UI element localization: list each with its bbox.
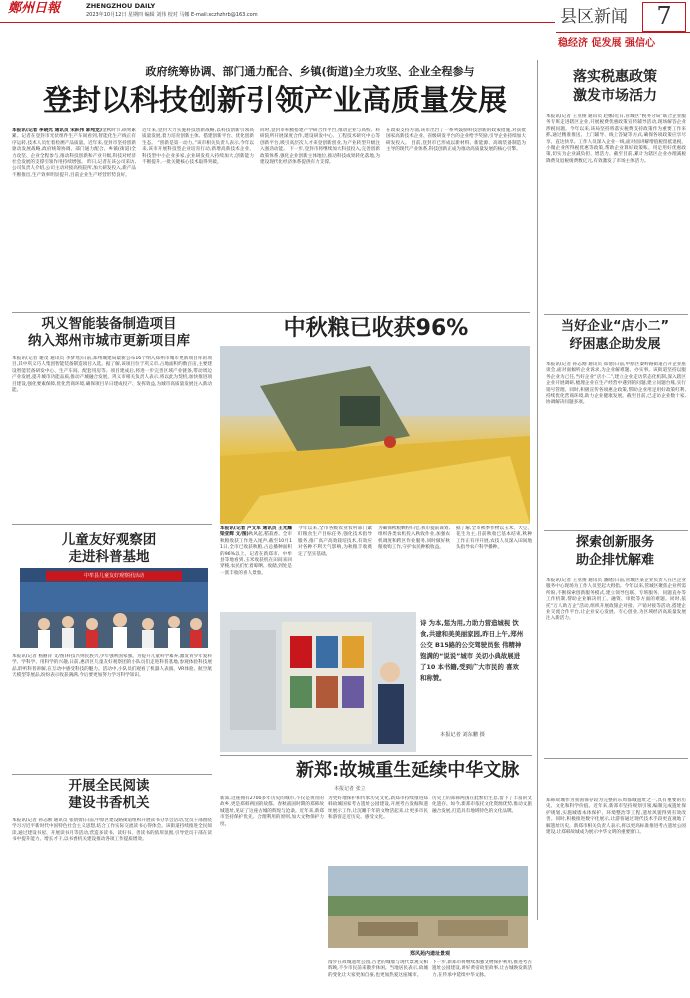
ruins-caption: 郑风苑内遗址景观 [409, 951, 450, 957]
top-headline: 登封以科技创新引领产业高质量发展 [42, 83, 507, 117]
bookshelf-illustration [220, 612, 416, 752]
story8-col-5: 下一步,新郑市将继续加强文物保护利用,推进考古遗址公园建设,讲好黄帝故里故事,让古城焕发新活力,在传承中延续中华文脉。 [432, 960, 532, 978]
story2-headline: 巩义智能装备制造项目 纳入郑州市城市更新项目库 [28, 316, 190, 349]
story6-headline: 当好企业“店小二” 纾困惠企助发展 [560, 319, 670, 352]
right-top-rule [544, 314, 688, 315]
harvest-photo [220, 346, 530, 524]
caption-text: 诗 为本,惩为用,力助力营造城视 饮食,共建和美美丽家园,昨日上午,郑州公交 B15路的公交驾驶员张 伟精神饱满的“说说”城市 关切小典故展进了10 本书籍,受到广大市民的 喜欢和称赞。 [420, 619, 524, 682]
story3-col-2: 今年以来,全市各级农业农村部门紧盯粮食生产目标任务,强化技术指导服务,推广高产高效栽培技术,有效应对各种不利天气影响,为秋粮丰收奠定了坚实基础。 [298, 526, 372, 557]
story2-body: 本报讯(记者 谢茂 通讯员 李梦瑶)日前,郑州城建局最新公布16个纳入郑州市城市更新项目库的项目,其中巩义巧人集团智能装备制造项目入选。据了解,该项目位于巩义市,占地面积约数百亩,主要建设智能装备研发中心、生产车间、配套用房等。项目建成后,将进一步完善区域产业链条,带动周边产业发展,提升城市功能品质,推动产城融合发展。巩义市相关负责人表示,将以此为契机,加快推进项目建设,强化要素保障,优化营商环境,确保项目早日建成投产、发挥效益,为城市高质量发展注入新动能。 [12, 356, 212, 394]
story6-rule [544, 530, 688, 531]
ruins-photo [328, 866, 528, 948]
top-col-2: 近年来,登封大力实施科技创新战略,以科技创新引领高质量发展,着力培育创新主体、搭建创新平台、优化创新生态。 “创新是第一动力。”该市相关负责人表示,今年以来,该市开展科技型企业培育行动,新增高新技术企业、科技型中小企业多家,企业研发投入持续加大,创新能力不断提升,一批关键核心技术取得突破。 [142, 128, 254, 166]
top-col-1-text: 金秋时节,硕果累累。记者在登封市光伏组件生产车间看到,智能化生产线正有序运转,技术人员忙着检测产品质量。近年来,登封市坚持创新驱动发展战略,政府统筹协调、部门通力配合、乡镇(街道)全力攻坚、企业全程参与,推动科技创新和产业升级,科技对经济社会发展的支撑引领作用持续增强。 昨日,记者在该公司采访,公司负责人介绍,公司主动对接高校院所,加大研发投入,新产品不断推出,生产效率明显提升,目前企业生产经营形势良好。 [12, 128, 136, 178]
page-number-box [642, 2, 686, 32]
caption-credit: 本报记者 刘东鹏 摄 [440, 732, 485, 738]
story3-col-1 [220, 526, 292, 610]
screen-banner-text: 中牟县儿童友好观察团活动 [83, 573, 144, 579]
science-photo [20, 568, 208, 648]
story4-body: 本报讯(记者 杨丽萍 文/图)科技兴则民族兴,少年强则国家强。为提升儿童科学素养,激发青少年爱科学、学科学、用科学的兴趣,日前,惠济区儿童友好观察团的小队员们走进科普基地,参观体验科技展品,聆听科普讲解,在互动中感受科技的魅力。活动中,小队员们观看了机器人表演、VR体验、航空航天模型等展品,纷纷表示收获满满,今后要更加努力学习科学知识。 [12, 654, 212, 679]
top-col-1 [12, 128, 136, 310]
ruins-illustration [328, 866, 528, 948]
top-col-3: 同时,登封市积极搭建产学研合作平台,推动企业与高校、科研院所开展深度合作,建设研发中心、工程技术研究中心等创新平台,吸引高层次人才来登创新创业,为产业转型升级注入强劲动能。 下一步,登封市将继续加大科技投入,完善创新政策体系,强化企业创新主体地位,推动科技成果转化落地,为建设现代化经济体系提供有力支撑。 [260, 128, 380, 166]
right-top-headline: 落实税惠政策 激发市场活力 [573, 69, 657, 104]
story7-headline: 探索创新服务 助企排忧解难 [575, 535, 654, 568]
story3-text-area [220, 526, 532, 610]
story8-col-4: 漫步在故城遗址公园,古老的城墙与现代景观交相辉映,不少市民前来散步休闲。当地居民表示,故城的变化让大家更加自豪,也更加热爱这座城市。 [328, 960, 428, 978]
right-banner: 稳经济 促发展 强信心 [558, 38, 655, 49]
bottom-right-body: 郑韩故城作为我国保存较为完整的东周都城遗址之一,具有重要的历史、文化和科学价值。近年来,新郑市坚持规划引领,编制完成遗址保护规划,实施城墙本体保护、环境整治等工程,遗址风貌得到有效改善。同时,积极推进数字化展示,让游客通过现代技术手段更直观地了解遗址历史。新郑市相关负责人表示,将以更高标准推进考古遗址公园建设,让郑韩故城成为展示中华文明的重要窗口。 [546, 798, 686, 836]
story5-body: 本报讯(记者 孙志刚 通讯员 张倩倩)日前,中原区建设路街道组织开展读书分享会活动,党员干部围绕学习习近平新时代中国特色社会主义思想,结合工作实际交流读书心得体会。该街道持续推进全民阅读,通过建设书屋、开展读书月等活动,营造多读书、读好书、善读书的浓厚氛围,引导党员干部在读书中提升能力、增长才干,以书香机关建设推动各项工作提质增效。 [12, 818, 212, 843]
vertical-divider [537, 60, 538, 920]
story3-byline: 本报讯(记者 卢文军 通讯员 王光耀 梁亚辉 文/图) [220, 526, 292, 538]
story6-body: 本报讯(记者 孙志刚 通讯员 郑倩)日前,中原区秦岭路街道召开企业座谈会,面对面倾听企业诉求,为企业解难题、办实事。该街道坚持以服务企业为己任,当好企业“店小二”,建立企业走访常态化机制,深入辖区企业开展调研,梳理企业在生产经营中遇到的问题,建立问题台账,实行销号管理。同时,积极宣传各项惠企政策,帮助企业用足用好政策红利,持续优化营商环境,助力企业健康发展。截至目前,已走访企业数十家,协调解决问题多项。 [546, 362, 686, 406]
issue-line: 2023年10月12日 星期四 编辑 刘伟 校对 马娜 E-mail:xczhzhrb@163.com [86, 12, 258, 18]
story8-col-3: 历史上的郑韩两国在此繁衍生息,留下了丰富的文化遗存。如今,新郑市依托文化资源优势,推动文旅融合发展,打造具有地域特色的文化品牌。 [432, 796, 532, 814]
top-bottom-rule [12, 312, 530, 313]
top-kicker: 政府统筹协调、部门通力配合、乡镇(街道)全力攻坚、企业全程参与 [145, 65, 475, 78]
masthead-en: ZHENGZHOU DAILY [86, 2, 156, 10]
caption-box [420, 612, 532, 752]
story4-headline: 儿童友好观察团 走进科普基地 [61, 532, 157, 565]
story8-headline: 新郑:故城重生延续中华文脉 [296, 760, 520, 781]
page-number: 7 [656, 2, 672, 30]
top-byline: 本报讯(记者 李晓光 通讯员 宋跃伟 郭宛龙) [12, 128, 102, 133]
story3-col-3: 为确保秋粮颗粒归仓,我市提前谋划,组织各类农机投入秋收作业,加强农机调度和跨区作业服务,同时做好秋粮收购工作,守护农民种粮收益。 [378, 526, 450, 551]
story8-col-2: 为更好地保护和传承历史文化,新郑市持续推进郑韩故城国家考古遗址公园建设,开展考古发掘和遗址展示工作,让沉睡千年的文物活起来,让更多市民和游客走近历史、感受文化。 [328, 796, 428, 821]
story3-col-1-text: 秋风起,稻菽香。全市秋粮收获工作进入尾声,截至10月11日,全市已收获秋粮,占总播种面积的96%以上。记者在新郑市、中牟县等地看到,玉米收获机在田间来回穿梭,农民们忙着晾晒、收储,到处是一派丰收的喜人景象。 [220, 532, 292, 576]
story3-headline: 中秋粮已收获96% [283, 316, 469, 341]
masthead-rule-right [556, 32, 690, 33]
top-col-4: 在政策支持方面,该市出台了一系列鼓励科技创新的政策措施,对获批国家高新技术企业、省级研发平台的企业给予奖励,引导企业持续加大研发投入。 目前,登封市已形成以新材料、新能源、高端装备制造为主导的现代产业体系,科技创新正成为推动高质量发展的核心引擎。 [386, 128, 526, 153]
right-top-body: 本报讯(记者 王亚俊 通讯员 赵娜)近日,管城区“税务分局”联合企业服务专班走进辖区企业,开展税费优惠政策宣传辅导活动,现场解答企业涉税问题。今年以来,该局坚持将落实税费支持政策作为重要工作来抓,通过精准推送、上门辅导、线上答疑等方式,确保各项政策应享尽享、直达快享。工作人员深入企业一线,面对面讲解增值税留抵退税、小微企业所得税优惠等政策,帮助企业算好政策账、用足用好优惠政策,切实为企业减负担、增活力。截至目前,累计为辖区企业办理减税降费及退税缓费数亿元,有效激发了市场主体活力。 [546, 114, 686, 164]
story5-headline: 开展全民阅读 建设书香机关 [68, 778, 150, 811]
section-name: 县区新闻 [560, 7, 628, 27]
bookshelf-photo [220, 612, 416, 752]
masthead-rule [0, 22, 555, 23]
story2-rule [12, 524, 212, 525]
harvest-illustration [220, 346, 530, 524]
story3-col-4: 据了解,全市秋季作物以玉米、大豆、花生为主,目前秋收已基本结束,秋种工作正有序开展,农技人员深入田间地头指导农户科学播种。 [456, 526, 532, 551]
story8-col-1: 新郑,这座拥有2700多年历史的城市,不仅是黄帝的故乡,更是郑韩两国的故都。春秋战国时期的郑韩故城遗址,见证了这座古城的辉煌与沧桑。近年来,新郑市坚持保护优先、合理利用的原则,加大文物保护力度。 [220, 796, 324, 827]
screen-banner [46, 571, 182, 581]
story4-rule [12, 774, 212, 775]
story8-credit: 本报记者 张立 [334, 786, 366, 792]
story7-body: 本报讯(记者 王亚俊 通讯员 潘晓)日前,管城区某企业负责人在区企业服务中心现场为工作人员竖起大拇指。今年以来,管城区聚焦企业所需所盼,不断探索创新服务模式,建立领导包联、专班服务、问题直办等工作机制,帮助企业解决用工、融资、审批等方面的难题。同时,依托“万人助万企”活动,组织开展政银企对接、产销对接等活动,搭建企业交流合作平台,让企业安心发展、专心创业,为区域经济高质量发展注入新活力。 [546, 578, 686, 622]
center-bottom-rule [220, 755, 532, 756]
masthead-logo: 鄭州日報 [8, 1, 61, 16]
